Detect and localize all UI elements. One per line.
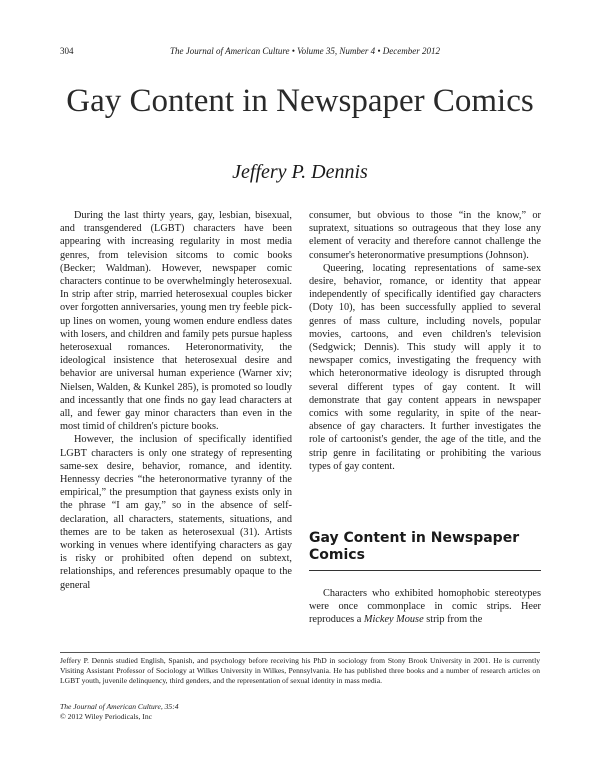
copyright-line: © 2012 Wiley Periodicals, Inc — [60, 712, 152, 721]
page-number: 304 — [60, 46, 74, 56]
article-author: Jeffery P. Dennis — [232, 161, 368, 183]
paragraph: During the last thirty years, gay, lesbian, bisexual, and transgendered (LGBT) characters have been appearing with increasing regularity in most media genres, from television sitcoms to comic books (Becker; Waldman). However, newspaper comic characters continue to be overwhelmingly heterosexual. In strip after strip, married heterosexual couples bicker over forgotten anniversaries, young men try feeble pick-up lines on women, young women endure endless dates with losers, and children and family pets pursue hapless heterosexual romances. Heteronormativity, the ideological insistence that heterosexual desire and behavior are universal human experience (Warner xiv; Nielsen, Walden, & Kunkel 285), is promoted so loudly and incessantly that one finds no gay lead characters at all, and fewer gay minor characters than even in the most timid of children's picture books. — [60, 210, 292, 433]
italic-title: Mickey Mouse — [363, 614, 424, 626]
body-column-left — [60, 209, 292, 645]
journal-citation-line: The Journal of American Culture • Volume 35, Number 4 • December 2012 — [170, 46, 441, 56]
paragraph-text: Characters who exhibited homophobic stereotypes were once commonplace in comic strips. Heer reproduces a — [309, 588, 541, 626]
running-header — [60, 46, 540, 60]
paragraph-continued: consumer, but obvious to those “in the know,” or supratext, situations so outrageous that they lose any element of veracity and therefore cannot challenge the consumer's heteronormative presumptions (Johnson). — [309, 210, 541, 261]
paragraph: However, the inclusion of specifically identified LGBT characters is only one strategy of representing same-sex desire, behavior, romance, and identity. Hennessy decries “the heteronormative tyranny of the empirical,” the presumption that gayness exists only in the phrase “I am gay,” so in the absence of self-declaration, all characters, statements, situations, and themes are to be taken as heterosexual (31). Artists working in venues where identifying characters as gay is risky or prohibited often depend on subtext, relationships, and references presumably opaque to the general — [60, 434, 292, 591]
footnote-divider — [60, 652, 540, 653]
section-divider — [309, 570, 541, 571]
body-column-right-lower — [309, 587, 541, 641]
section-heading: Gay Content in Newspaper Comics — [309, 530, 520, 563]
author-bio-footnote: Jeffery P. Dennis studied English, Spanish, and psychology before receiving his PhD in sociology from Stony Brook University in 2001. He is currently Visiting Assistant Professor of Sociology at Wilkes University in Wilkes, Pennsylvania. He has published three books and a number of research articles on LGBT youth, juvenile delinquency, third genders, and the representation of sexual identity in mass media. — [60, 656, 540, 685]
journal-reference: The Journal of American Culture, 35:4 — [60, 702, 179, 711]
publisher-imprint — [60, 702, 360, 722]
article-title: Gay Content in Newspaper Comics — [66, 83, 534, 119]
paragraph-text: strip from the — [423, 614, 483, 626]
paragraph: Queering, locating representations of same-sex desire, behavior, romance, or identity that appear independently of specifically identified gay characters (Doty 10), has been successfully applied to several genres of mass culture, including novels, popular movies, cartoons, and even children's television (Sedgwick; Dennis). This study will apply it to newspaper comics, investigating the frequency with which heteronormative ideology is disrupted through several different types of gay content. It will demonstrate that gay content appears in newspaper comics with some regularity, in spite of the near-absence of gay characters. It further investigates the role of cartoonist's gender, the age of the title, and the strip genre in facilitating or prohibiting the various types of gay content. — [309, 262, 541, 472]
paragraph — [309, 587, 541, 627]
body-column-right — [309, 209, 541, 521]
